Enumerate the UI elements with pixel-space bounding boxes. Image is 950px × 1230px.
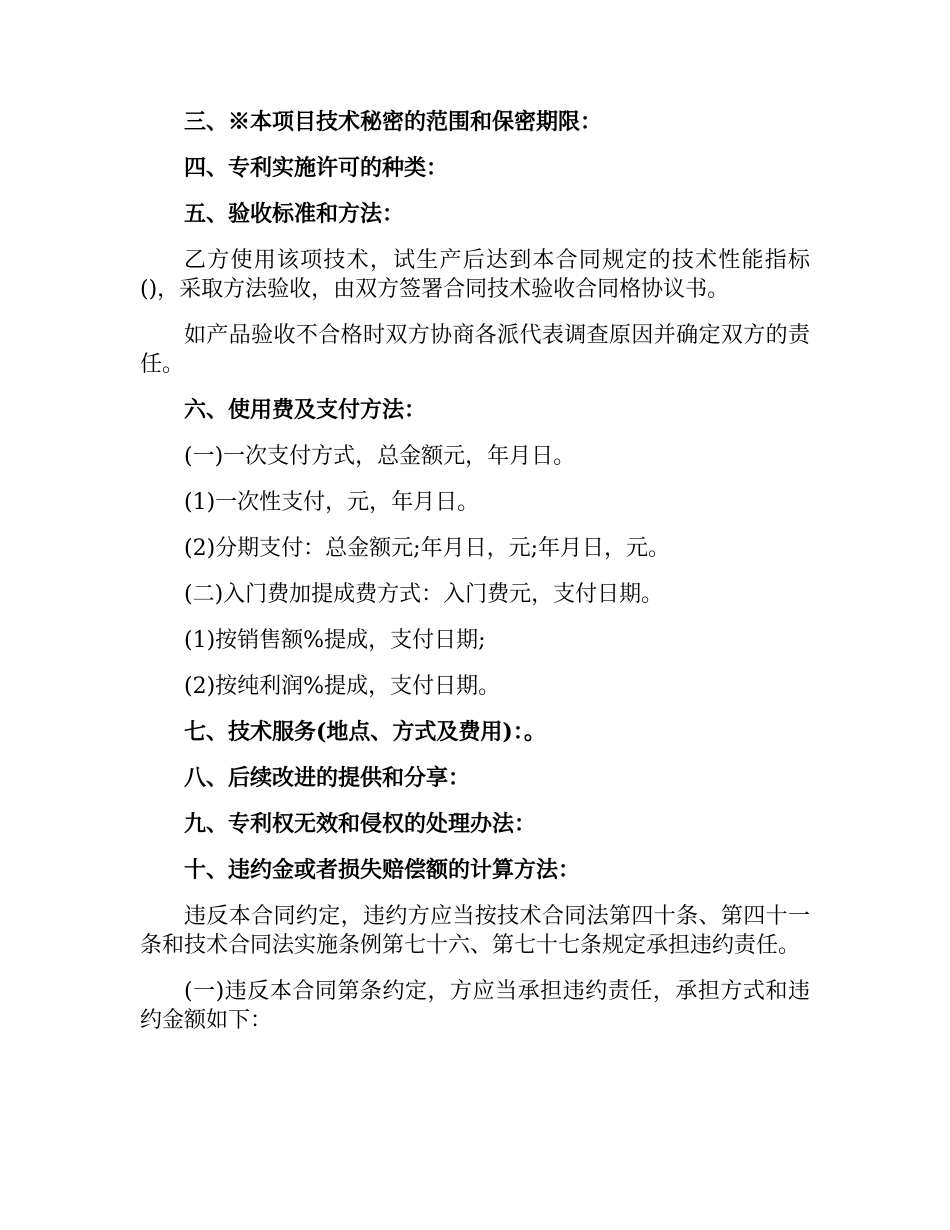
payment-item-one-time: (1)一次性支付，元，年月日。 xyxy=(184,490,480,515)
failure-paragraph: 如产品验收不合格时双方协商各派代表调查原因并确定双方的责任。 xyxy=(140,323,810,377)
acceptance-paragraph: 乙方使用该项技术，试生产后达到本合同规定的技术性能指标()，采取方法验收，由双方签署合同技术验收合同格协议书。 xyxy=(140,248,810,302)
section-heading-10: 十、违约金或者损失赔偿额的计算方法： xyxy=(184,857,581,883)
document-page xyxy=(140,108,810,1052)
breach-item-paragraph: (一)违反本合同第条约定，方应当承担违约责任，承担方式和违约金额如下： xyxy=(140,979,810,1033)
payment-item-lump-sum: (一)一次支付方式，总金额元，年月日。 xyxy=(184,444,576,469)
section-heading-9: 九、专利权无效和侵权的处理办法： xyxy=(184,811,537,837)
payment-item-profit-royalty: (2)按纯利润%提成，支付日期。 xyxy=(184,674,501,699)
section-heading-5: 五、验收标准和方法： xyxy=(184,201,405,227)
payment-item-installment: (2)分期支付：总金额元;年月日，元;年月日，元。 xyxy=(184,536,670,561)
payment-item-entry-fee: (二)入门费加提成费方式：入门费元，支付日期。 xyxy=(184,582,664,607)
section-heading-7: 七、技术服务(地点、方式及费用)：。 xyxy=(184,719,546,745)
payment-item-sales-royalty: (1)按销售额%提成，支付日期; xyxy=(184,628,486,653)
section-heading-8: 八、后续改进的提供和分享： xyxy=(184,765,471,791)
section-heading-3: 三、※本项目技术秘密的范围和保密期限： xyxy=(184,109,603,135)
section-heading-6: 六、使用费及支付方法： xyxy=(184,397,427,423)
breach-paragraph: 违反本合同约定，违约方应当按技术合同法第四十条、第四十一条和技术合同法实施条例第七十六、第七十七条规定承担违约责任。 xyxy=(140,904,810,958)
section-heading-4: 四、专利实施许可的种类： xyxy=(184,155,449,181)
